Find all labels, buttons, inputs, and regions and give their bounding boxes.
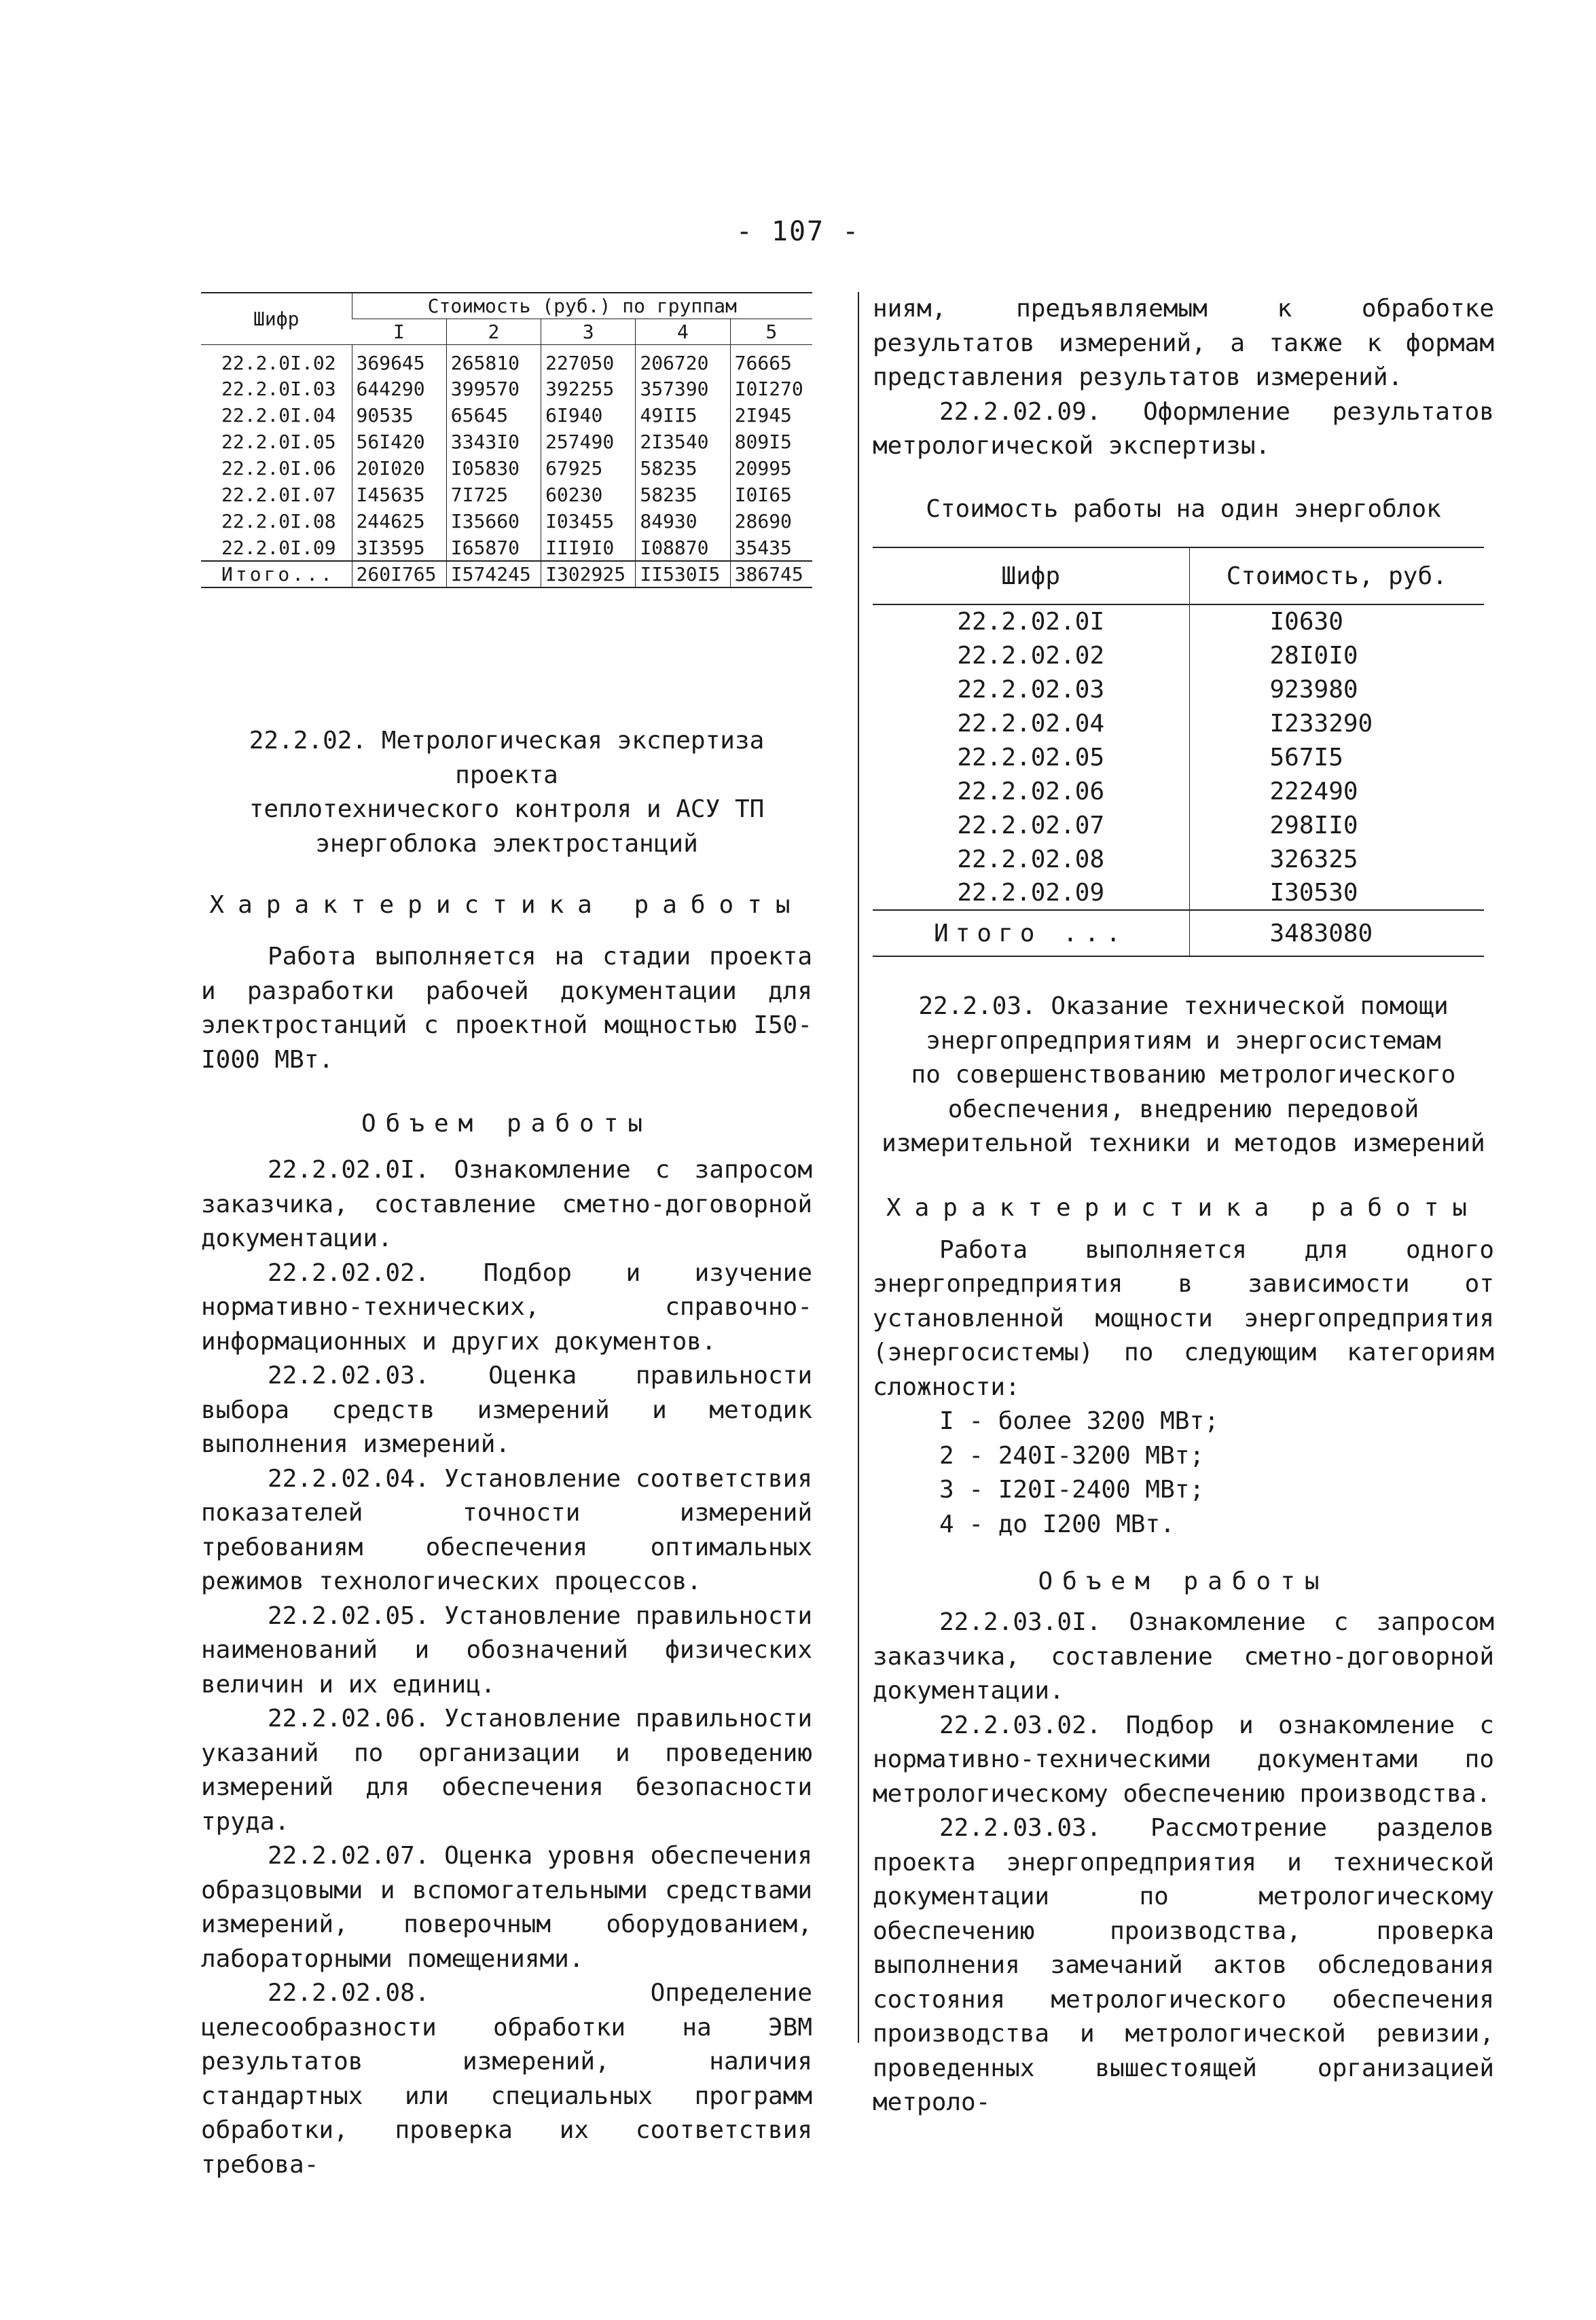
row-cost: I0630 bbox=[1189, 604, 1484, 638]
cell-value: 357390 bbox=[636, 376, 730, 402]
row-cost: 923980 bbox=[1189, 672, 1484, 706]
cell-value: 84930 bbox=[636, 508, 730, 534]
row-cost: I233290 bbox=[1189, 706, 1484, 740]
cell-value: 20995 bbox=[730, 455, 812, 482]
cell-value: 392255 bbox=[541, 376, 636, 402]
row-code: 22.2.02.02 bbox=[957, 641, 1105, 670]
cell-value: 67925 bbox=[541, 455, 636, 482]
row-code: 22.2.0I.08 bbox=[221, 510, 336, 532]
total-value: II530I5 bbox=[636, 561, 730, 587]
table-total-row bbox=[873, 910, 1484, 956]
row-code: 22.2.02.04 bbox=[957, 709, 1105, 738]
table-row bbox=[873, 740, 1484, 774]
cell-value: 20I020 bbox=[352, 455, 446, 482]
scope-item: 22.2.02.06. Установление правильности указаний по организации и проведению измерений для обеспечения безопасности труда. bbox=[201, 1705, 812, 1836]
group-header: I bbox=[352, 319, 446, 345]
right-column bbox=[873, 292, 1494, 2120]
scope-item: 22.2.03.0I. Ознакомление с запросом заказчика, составление сметно-договорной документации. bbox=[873, 1608, 1494, 1705]
cell-value: 28690 bbox=[730, 508, 812, 534]
group-cost-table bbox=[201, 292, 812, 588]
cell-value: 399570 bbox=[446, 376, 541, 402]
cell-value: 58235 bbox=[636, 482, 730, 508]
row-code: 22.2.02.06 bbox=[957, 777, 1105, 805]
table-row bbox=[201, 534, 812, 561]
row-code: 22.2.02.08 bbox=[957, 845, 1105, 873]
table-row bbox=[201, 455, 812, 482]
total-value: 386745 bbox=[730, 561, 812, 587]
row-code: 22.2.0I.02 bbox=[221, 352, 336, 374]
scope-heading: Объем работы bbox=[1038, 1567, 1329, 1595]
scope-item: 22.2.02.02. Подбор и изучение нормативно-технических, справочно-информационных и других документов. bbox=[201, 1258, 812, 1356]
header-group: Стоимость (руб.) по группам bbox=[352, 293, 812, 319]
row-code: 22.2.0I.03 bbox=[221, 378, 336, 400]
header-code: Шифр bbox=[201, 293, 352, 345]
cell-value: 3I3595 bbox=[352, 534, 446, 561]
row-code: 22.2.0I.04 bbox=[221, 404, 336, 427]
scope-list bbox=[201, 1153, 812, 2182]
cell-value: I0I270 bbox=[730, 376, 812, 402]
cell-value: 90535 bbox=[352, 402, 446, 429]
left-column bbox=[201, 292, 812, 2182]
scope-item: 22.2.02.09. Оформление результатов метрологической экспертизы. bbox=[873, 397, 1494, 460]
column-divider bbox=[858, 292, 859, 2043]
row-cost: 567I5 bbox=[1189, 740, 1484, 774]
category-item: I - более 3200 МВт; bbox=[939, 1407, 1219, 1435]
cell-value: I65870 bbox=[446, 534, 541, 561]
cell-value: 244625 bbox=[352, 508, 446, 534]
row-code: 22.2.02.09 bbox=[957, 879, 1105, 907]
scope-item: 22.2.02.0I. Ознакомление с запросом заказчика, составление сметно-договорной документации. bbox=[201, 1156, 812, 1252]
scope-item: 22.2.02.05. Установление правильности наименований и обозначений физических величин и их единиц. bbox=[201, 1601, 812, 1699]
characteristic-heading: Характеристика работы bbox=[886, 1193, 1481, 1222]
cell-value: I08870 bbox=[636, 534, 730, 561]
cell-value: 7I725 bbox=[446, 482, 541, 508]
header-code: Шифр bbox=[873, 547, 1189, 604]
table-row bbox=[873, 842, 1484, 876]
cell-value: I03455 bbox=[541, 508, 636, 534]
total-value: I574245 bbox=[446, 561, 541, 587]
table-row bbox=[873, 604, 1484, 638]
cell-value: 6I940 bbox=[541, 402, 636, 429]
row-cost: 326325 bbox=[1189, 842, 1484, 876]
row-code: 22.2.0I.06 bbox=[221, 457, 336, 479]
cell-value: 2I945 bbox=[730, 402, 812, 429]
table-row bbox=[873, 808, 1484, 842]
header-cost: Стоимость, руб. bbox=[1189, 547, 1484, 604]
row-code: 22.2.0I.07 bbox=[221, 484, 336, 506]
category-item: 3 - I20I-2400 МВт; bbox=[939, 1476, 1205, 1504]
table-row bbox=[201, 482, 812, 508]
category-item: 2 - 240I-3200 МВт; bbox=[939, 1441, 1205, 1470]
cell-value: 2I3540 bbox=[636, 429, 730, 455]
category-list bbox=[873, 1404, 1494, 1542]
cell-value: 206720 bbox=[636, 345, 730, 376]
group-header: 5 bbox=[730, 319, 812, 345]
row-code: 22.2.02.0I bbox=[957, 608, 1105, 636]
energy-block-cost-table bbox=[873, 547, 1484, 957]
total-value: 260I765 bbox=[352, 561, 446, 587]
cell-value: 265810 bbox=[446, 345, 541, 376]
cell-value: 257490 bbox=[541, 429, 636, 455]
table-row bbox=[873, 876, 1484, 910]
section-title-22-2-03: 22.2.03. Оказание технической помощи энергопредприятиям и энергосистемам по совершенствованию метрологического обеспечения, внедрению передовой измерительной техники и методов измерений bbox=[882, 992, 1485, 1157]
cell-value: 3343I0 bbox=[446, 429, 541, 455]
cell-value: 56I420 bbox=[352, 429, 446, 455]
scope-item: 22.2.02.03. Оценка правильности выбора средств измерений и методик выполнения измерений. bbox=[201, 1362, 812, 1458]
cell-value: 58235 bbox=[636, 455, 730, 482]
group-header: 3 bbox=[541, 319, 636, 345]
characteristic-heading: Характеристика работы bbox=[209, 891, 804, 919]
cell-value: 76665 bbox=[730, 345, 812, 376]
cell-value: I05830 bbox=[446, 455, 541, 482]
row-code: 22.2.0I.09 bbox=[221, 536, 336, 559]
total-label: Итого ... bbox=[873, 910, 1189, 956]
cell-value: 65645 bbox=[446, 402, 541, 429]
row-cost: 298II0 bbox=[1189, 808, 1484, 842]
scope-item: 22.2.02.04. Установление соответствия показателей точности измерений требованиям обеспечения оптимальных режимов технологических процессов. bbox=[201, 1464, 812, 1595]
total-value: I302925 bbox=[541, 561, 636, 587]
continuation-text: ниям, предъявляемым к обработке результатов измерений, а также к формам представления результатов измерений. bbox=[873, 295, 1494, 391]
total-value: 3483080 bbox=[1189, 910, 1484, 956]
category-item: 4 - до I200 МВт. bbox=[939, 1510, 1175, 1538]
scope-heading: Объем работы bbox=[361, 1110, 653, 1138]
cell-value: I35660 bbox=[446, 508, 541, 534]
page-number: - 107 - bbox=[736, 216, 860, 247]
cell-value: 809I5 bbox=[730, 429, 812, 455]
section-title-22-2-02: 22.2.02. Метрологическая экспертиза проекта теплотехнического контроля и АСУ ТП энергоблока электростанций bbox=[249, 727, 765, 858]
characteristic-text: Работа выполняется на стадии проекта и разработки рабочей документации для электростанций с проектной мощностью I50-I000 МВт. bbox=[201, 943, 812, 1074]
row-cost: 222490 bbox=[1189, 774, 1484, 808]
table-row bbox=[201, 376, 812, 402]
table-row bbox=[201, 429, 812, 455]
table-row bbox=[873, 638, 1484, 672]
row-code: 22.2.02.05 bbox=[957, 743, 1105, 772]
cell-value: 49II5 bbox=[636, 402, 730, 429]
scope-item: 22.2.02.07. Оценка уровня обеспечения образцовыми и вспомогательными средствами измерений, поверочным оборудованием, лабораторными помещениями. bbox=[201, 1842, 812, 1973]
cell-value: III9I0 bbox=[541, 534, 636, 561]
table-total-row bbox=[201, 561, 812, 587]
table-row bbox=[201, 402, 812, 429]
table-row bbox=[873, 774, 1484, 808]
cell-value: 35435 bbox=[730, 534, 812, 561]
row-cost: 28I0I0 bbox=[1189, 638, 1484, 672]
cell-value: 644290 bbox=[352, 376, 446, 402]
group-header: 2 bbox=[446, 319, 541, 345]
table-row bbox=[201, 345, 812, 376]
cell-value: I45635 bbox=[352, 482, 446, 508]
group-header: 4 bbox=[636, 319, 730, 345]
table-row bbox=[201, 508, 812, 534]
table-row bbox=[873, 706, 1484, 740]
scope-list bbox=[873, 1606, 1494, 2120]
row-cost: I30530 bbox=[1189, 876, 1484, 910]
cell-value: 227050 bbox=[541, 345, 636, 376]
row-code: 22.2.0I.05 bbox=[221, 431, 336, 453]
scope-item: 22.2.03.03. Рассмотрение разделов проекта энергопредприятия и технической документации по метрологическому обеспечению производства, проверка выполнения замечаний актов обследования состояния метрологического обеспечения производства и метрологической ревизии, проведенных вышестоящей организацией метроло- bbox=[873, 1814, 1494, 2116]
characteristic-text: Работа выполняется для одного энергопредприятия в зависимости от установленной мощности энергопредприятия (энергосистемы) по следующим категориям сложности: bbox=[873, 1235, 1494, 1401]
table-caption: Стоимость работы на один энергоблок bbox=[926, 494, 1441, 523]
cell-value: 60230 bbox=[541, 482, 636, 508]
total-label: Итого... bbox=[201, 561, 352, 587]
cell-value: 369645 bbox=[352, 345, 446, 376]
scope-item: 22.2.02.08. Определение целесообразности обработки на ЭВМ результатов измерений, наличия стандартных или специальных программ обработки, проверка их соответствия требова- bbox=[201, 1979, 812, 2179]
row-code: 22.2.02.07 bbox=[957, 811, 1105, 839]
cell-value: I0I65 bbox=[730, 482, 812, 508]
row-code: 22.2.02.03 bbox=[957, 675, 1105, 704]
table-row bbox=[873, 672, 1484, 706]
scope-item: 22.2.03.02. Подбор и ознакомление с нормативно-техническими документами по метрологическому обеспечению производства. bbox=[873, 1711, 1494, 1808]
